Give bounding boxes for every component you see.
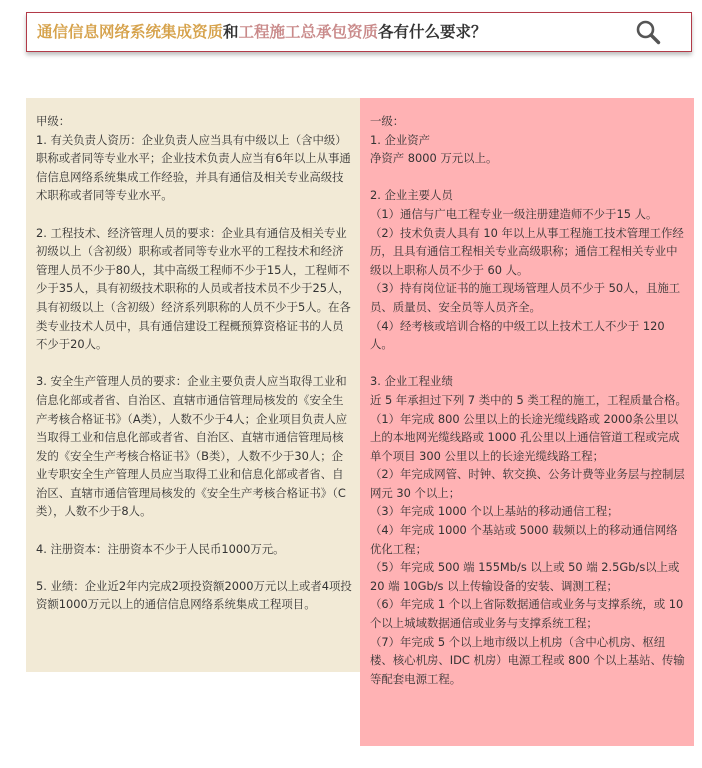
grade-a-integration-requirements: 甲级： 1. 有关负责人资历：企业负责人应当具有中级以上（含中级）职称或者同等专业水平；企业技术负责人应当有6年以上从事通信信息网络系统集成工作经验，并具有通信及相关专业高级技术职称或者同等专业水平。 2. 工程技术、经济管理人员的要求：企业具有通信及相关专业初级以上（含初级）职称或者同等专业水平的工程技术和经济管理人员不少于80人，其中高级工程师不少于15人，工程师不少于35人，具有初级技术职称的人员或者技术员不少于25人，具有初级以上（含初级）经济系列职称的人员不少于5人。在各类专业技术人员中，具有通信建设工程概预算资格证书的人员不少于20人。 3. 安全生产管理人员的要求：企业主要负责人应当取得工业和信息化部或者省、自治区、直辖市通信管理局核发的《安全生产考核合格证书》（A类），人数不少于4人；企业项目负责人应当取得工业和信息化部或者省、自治区、直辖市通信管理局核发的《安全生产考核合格证书》（B类），人数不少于30人；企业专职安全生产管理人员应当取得工业和信息化部或者省、自治区、直辖市通信管理局核发的《安全生产考核合格证书》（C类），人数不少于8人。 4. 注册资本：注册资本不少于人民币1000万元。 5. 业绩：企业近2年内完成2项投资额2000万元以上或者4项投资额1000万元以上的通信信息网络系统集成工程项目。: [26, 98, 360, 672]
title-highlight-contracting: 工程施工总承包资质: [238, 23, 379, 41]
title-highlight-integration: 通信信息网络系统集成资质: [37, 23, 224, 41]
header-title: [37, 13, 487, 51]
search-icon[interactable]: [635, 19, 661, 45]
title-question: 各有什么要求？: [378, 23, 487, 41]
search-header-bar[interactable]: [26, 12, 692, 52]
grade-1-contracting-requirements: 一级： 1. 企业资产 净资产 8000 万元以上。 2. 企业主要人员 （1）通信与广电工程专业一级注册建造师不少于15 人。 （2）技术负责人具有 10 年以上从事工程施工技术管理工作经历，且具有通信工程相关专业高级职称；通信工程相关专业中级以上职称人员不少于 60 人。 （3）持有岗位证书的施工现场管理人员不少于 50人，且施工员、质量员、安全员等人员齐全。 （4）经考核或培训合格的中级工以上技术工人不少于 120 人。 3. 企业工程业绩 近 5 年承担过下列 7 类中的 5 类工程的施工，工程质量合格。 （1）年完成 800 公里以上的长途光缆线路或 2000条公里以上的本地网光缆线路或 1000 孔公里以上通信管道工程或完成单个项目 300 公里以上的长途光缆线路工程； （2）年完成网管、时钟、软交换、公务计费等业务层与控制层网元 30 个以上； （3）年完成 1000 个以上基站的移动通信工程； （4）年完成 1000 个基站或 5000 载频以上的移动通信网络优化工程； （5）年完成 500 端 155Mb/s 以上或 50 端 2.5Gb/s以上或 20 端 10Gb/s 以上传输设备的安装、调测工程； （6）年完成 1 个以上省际数据通信或业务与支撑系统，或 10 个以上城域数据通信或业务与支撑系统工程； （7）年完成 5 个以上地市级以上机房（含中心机房、枢纽楼、核心机房、IDC 机房）电源工程或 800 个以上基站、传输等配套电源工程。: [360, 98, 694, 746]
title-connector: 和: [223, 23, 239, 41]
